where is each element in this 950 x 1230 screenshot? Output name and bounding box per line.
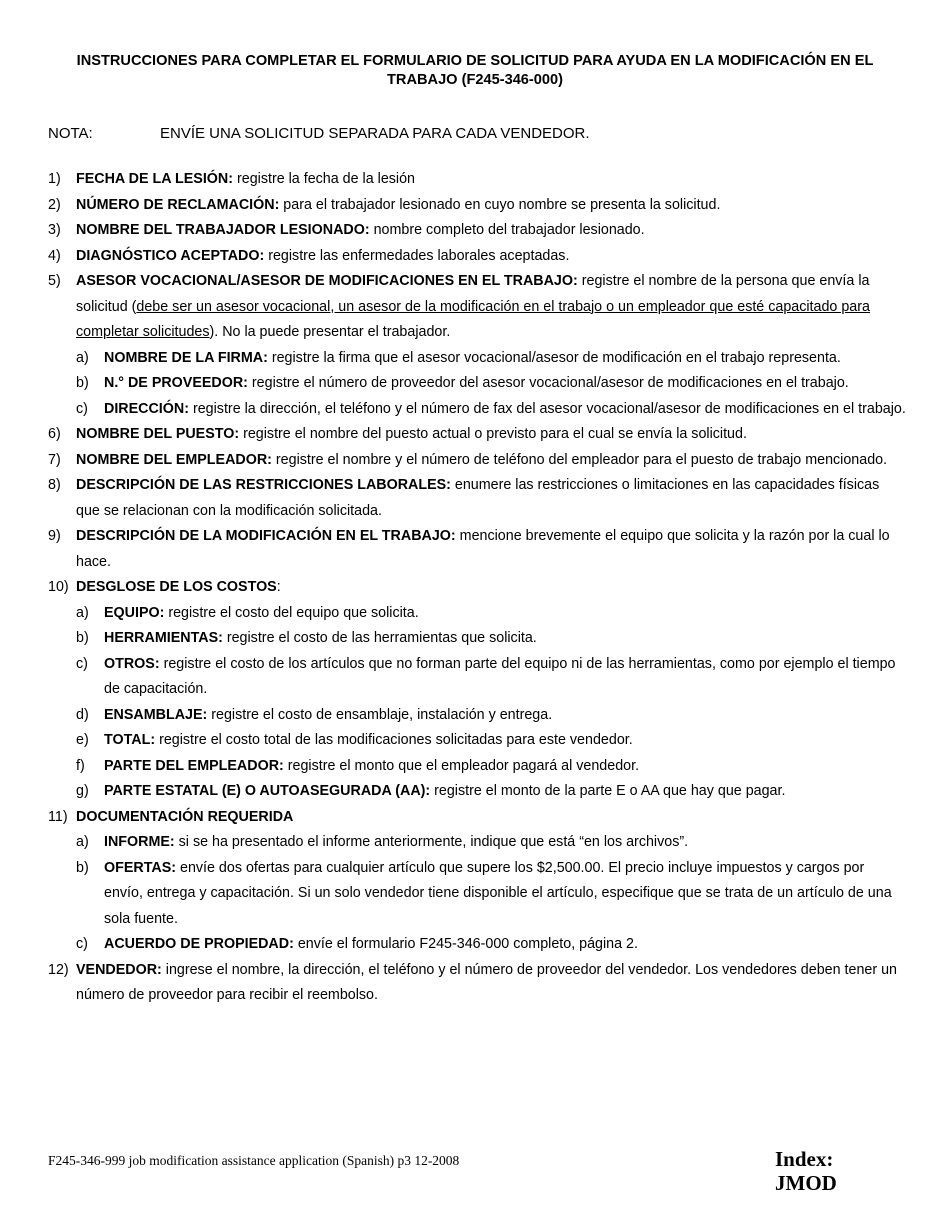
sub-item-heading: ACUERDO DE PROPIEDAD: xyxy=(104,936,294,952)
item-text: nombre completo del trabajador lesionado. xyxy=(369,222,645,238)
sub-item-heading: EQUIPO: xyxy=(104,604,165,621)
list-item-9 xyxy=(48,524,906,575)
item-number: 10) xyxy=(48,579,69,595)
item-number: 11) xyxy=(48,808,68,825)
sub-item-10d xyxy=(48,703,906,729)
sub-item-11b xyxy=(48,856,906,933)
item-number: 4) xyxy=(48,247,61,264)
item-heading: DOCUMENTACIÓN REQUERIDA xyxy=(76,808,294,825)
sub-item-letter: c) xyxy=(76,655,88,672)
sub-item-5b xyxy=(48,371,906,397)
sub-item-letter: c) xyxy=(76,400,88,417)
sub-item-text: registre el costo total de las modificaciones solicitadas para este vendedor. xyxy=(155,732,633,748)
sub-item-10c xyxy=(48,652,906,703)
item-number: 6) xyxy=(48,426,61,442)
sub-item-text: registre la firma que el asesor vocacional/asesor de modificación en el trabajo representa. xyxy=(267,349,841,366)
item-number: 12) xyxy=(48,961,69,978)
list-item-4 xyxy=(48,244,906,270)
list-item-2 xyxy=(48,193,906,219)
sub-item-heading: N.° DE PROVEEDOR: xyxy=(104,375,248,391)
list-item-1 xyxy=(48,167,906,193)
list-item-8 xyxy=(48,473,906,524)
sub-item-text: registre la dirección, el teléfono y el número de fax del asesor vocacional/asesor de modificaciones en el trabajo. xyxy=(189,400,906,417)
item-heading: VENDEDOR: xyxy=(76,961,162,978)
sub-item-10f xyxy=(48,754,906,780)
sub-item-text: registre el costo de las herramientas que solicita. xyxy=(222,630,537,646)
item-text: enumere las restricciones o limitaciones en las capacidades físicas que se relacionan con la modificación solicitada. xyxy=(76,477,880,519)
form-id-footer: F245-346-999 job modification assistance application (Spanish) p3 12-2008 xyxy=(48,1153,460,1168)
sub-item-heading: OFERTAS: xyxy=(104,859,177,876)
sub-item-text: registre el costo del equipo que solicita. xyxy=(164,604,419,621)
item-number: 7) xyxy=(48,451,61,468)
item-text: : xyxy=(276,579,281,595)
item-text: registre el nombre del puesto actual o previsto para el cual se envía la solicitud. xyxy=(239,426,747,442)
item-heading: DIAGNÓSTICO ACEPTADO: xyxy=(76,247,265,264)
item-heading: NÚMERO DE RECLAMACIÓN: xyxy=(76,196,280,213)
sub-item-10a xyxy=(48,601,906,627)
sub-item-heading: NOMBRE DE LA FIRMA: xyxy=(104,349,268,366)
list-item-10 xyxy=(48,575,906,601)
index-block xyxy=(775,1147,837,1195)
sub-item-text: envíe el formulario F245-346-000 completo, página 2. xyxy=(293,936,638,952)
item-heading: NOMBRE DEL PUESTO: xyxy=(76,426,240,442)
list-item-6 xyxy=(48,422,906,448)
sub-item-heading: OTROS: xyxy=(104,655,160,672)
sub-item-text: registre el monto de la parte E o AA que hay que pagar. xyxy=(430,783,786,799)
list-item-3 xyxy=(48,218,906,244)
sub-item-text: envíe dos ofertas para cualquier artículo que supere los $2,500.00. El precio incluye impuestos y cargos por envío, entrega y capacitación. Si un solo vendedor tiene disponible el artículo, especifique que se trata de un artículo de una sola fuente. xyxy=(104,859,892,927)
sub-item-letter: f) xyxy=(76,757,85,774)
sub-item-text: registre el costo de los artículos que no forman parte del equipo ni de las herramientas, como por ejemplo el tiempo de capacitación. xyxy=(104,655,896,697)
index-value: JMOD xyxy=(775,1171,837,1195)
note-label: NOTA: xyxy=(48,125,93,142)
item-heading: NOMBRE DEL EMPLEADOR: xyxy=(76,451,272,468)
item-heading: ASESOR VOCACIONAL/ASESOR DE MODIFICACIONES EN EL TRABAJO: xyxy=(76,273,578,289)
sub-item-letter: d) xyxy=(76,706,89,723)
sub-item-text: registre el costo de ensamblaje, instalación y entrega. xyxy=(207,706,553,723)
list-item-11 xyxy=(48,805,906,831)
instructions-list xyxy=(48,167,906,1009)
sub-item-letter: b) xyxy=(76,375,89,391)
sub-item-letter: e) xyxy=(76,732,89,748)
sub-item-letter: b) xyxy=(76,859,89,876)
list-item-5 xyxy=(48,269,906,346)
sub-item-5a xyxy=(48,346,906,372)
sub-item-heading: PARTE ESTATAL (E) O AUTOASEGURADA (AA): xyxy=(104,783,431,799)
sub-item-heading: DIRECCIÓN: xyxy=(104,400,189,417)
item-heading: FECHA DE LA LESIÓN: xyxy=(76,171,234,187)
sub-item-10g xyxy=(48,779,906,805)
sub-item-text: registre el número de proveedor del asesor vocacional/asesor de modificaciones en el trabajo. xyxy=(247,375,849,391)
sub-item-letter: a) xyxy=(76,834,89,850)
index-label: Index: xyxy=(775,1147,834,1171)
note xyxy=(48,124,590,144)
sub-item-10b xyxy=(48,626,906,652)
item-heading: DESGLOSE DE LOS COSTOS xyxy=(76,579,277,595)
item-number: 5) xyxy=(48,273,61,289)
sub-item-11a xyxy=(48,830,906,856)
item-number: 3) xyxy=(48,222,61,238)
item-text: para el trabajador lesionado en cuyo nombre se presenta la solicitud. xyxy=(279,196,721,213)
list-item-12 xyxy=(48,958,906,1009)
document-title: INSTRUCCIONES PARA COMPLETAR EL FORMULARIO DE SOLICITUD PARA AYUDA EN LA MODIFICACIÓN EN EL TRABAJO (F245-346-000) xyxy=(76,53,874,88)
item-text: registre el nombre y el número de teléfono del empleador para el puesto de trabajo mencionado. xyxy=(271,451,888,468)
item-text: registre las enfermedades laborales aceptadas. xyxy=(264,247,570,264)
sub-item-text: si se ha presentado el informe anteriormente, indique que está “en los archivos”. xyxy=(174,834,689,850)
sub-item-letter: a) xyxy=(76,604,89,621)
sub-item-text: registre el monto que el empleador pagará al vendedor. xyxy=(283,757,640,774)
item-text: ingrese el nombre, la dirección, el teléfono y el número de proveedor del vendedor. Los vendedores deben tener un número de proveedor para recibir el reembolso. xyxy=(76,961,897,1003)
item-number: 1) xyxy=(48,171,61,187)
sub-item-10e xyxy=(48,728,906,754)
sub-item-letter: c) xyxy=(76,936,88,952)
sub-item-5c xyxy=(48,397,906,423)
item-text: registre la fecha de la lesión xyxy=(233,171,416,187)
item-number: 2) xyxy=(48,196,61,213)
sub-item-letter: a) xyxy=(76,349,89,366)
sub-item-11c xyxy=(48,932,906,958)
sub-item-heading: ENSAMBLAJE: xyxy=(104,706,208,723)
item-number: 9) xyxy=(48,528,61,544)
note-text: ENVÍE UNA SOLICITUD SEPARADA PARA CADA VENDEDOR. xyxy=(160,125,590,142)
item-heading: DESCRIPCIÓN DE LAS RESTRICCIONES LABORALES: xyxy=(76,477,451,493)
item-text: mencione brevemente el equipo que solicita y la razón por la cual lo hace. xyxy=(76,528,890,570)
sub-item-heading: PARTE DEL EMPLEADOR: xyxy=(104,757,284,774)
sub-item-letter: g) xyxy=(76,783,89,799)
sub-item-letter: b) xyxy=(76,630,89,646)
item-text-after: ). No la puede presentar el trabajador. xyxy=(209,324,451,340)
item-underlined-text: debe ser un asesor vocacional, un asesor de la modificación en el trabajo o un empleador que esté capacitado para completar solicitudes xyxy=(76,298,870,340)
list-item-7 xyxy=(48,448,906,474)
item-number: 8) xyxy=(48,477,61,493)
item-heading: NOMBRE DEL TRABAJADOR LESIONADO: xyxy=(76,222,370,238)
item-heading: DESCRIPCIÓN DE LA MODIFICACIÓN EN EL TRABAJO: xyxy=(76,528,456,544)
sub-item-heading: TOTAL: xyxy=(104,732,156,748)
sub-item-heading: HERRAMIENTAS: xyxy=(104,630,223,646)
sub-item-heading: INFORME: xyxy=(104,834,175,850)
item-text: registre el nombre de la persona que envía la solicitud ( xyxy=(76,273,870,315)
